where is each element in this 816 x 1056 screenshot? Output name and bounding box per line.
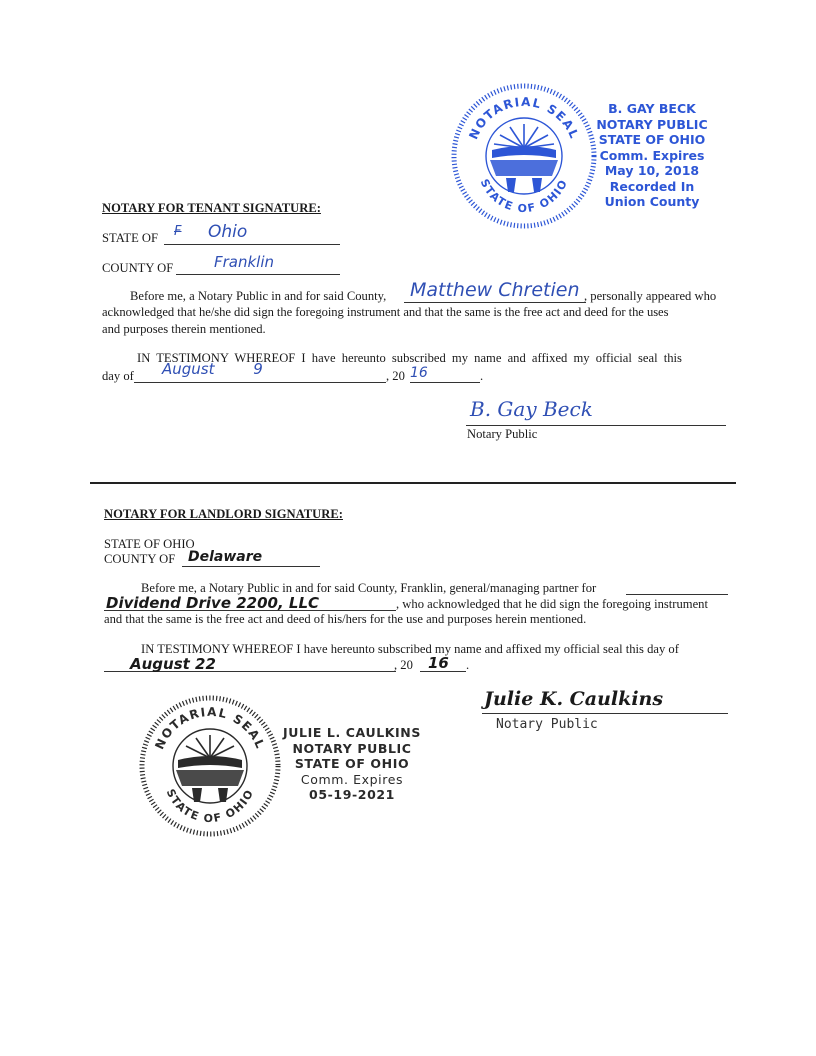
stamp-line: NOTARY PUBLIC (292, 740, 412, 756)
tenant-notary-signature: B. Gay Beck (470, 397, 593, 421)
landlord-year-value: 16 (428, 654, 449, 672)
tenant-para1-part1: Before me, a Notary Public in and for said County, (130, 289, 387, 303)
stamp-line: STATE OF OHIO (598, 132, 706, 147)
notary-stamp-tenant (594, 101, 710, 210)
tenant-year-underline (410, 382, 480, 383)
landlord-notary-signature: Julie K. Caulkins (484, 688, 664, 710)
svg-text:STATE OF OHIO: STATE OF OHIO (163, 786, 257, 826)
landlord-county-value: Delaware (188, 549, 263, 565)
stamp-line: 05-19-2021 (309, 787, 395, 802)
landlord-signature-line (482, 713, 728, 714)
landlord-para1-part2: , who acknowledged that he did sign the foregoing instrument (396, 597, 708, 611)
stamp-line: STATE OF OHIO (294, 756, 410, 771)
tenant-notary-label: Notary Public (467, 427, 538, 441)
stamp-line: Comm. Expires (599, 147, 705, 163)
landlord-year-prefix: , 20 (394, 658, 413, 672)
notary-stamp-landlord (282, 725, 422, 803)
tenant-appearer-name: Matthew Chretien (410, 279, 580, 301)
tenant-county-value: Franklin (214, 253, 275, 271)
tenant-para1-line2: acknowledged that he/she did sign the foregoing instrument and that the same is the free act and deed for the uses (102, 305, 669, 319)
tenant-county-label: COUNTY OF (102, 261, 174, 275)
stamp-line: Comm. Expires (300, 771, 404, 787)
landlord-para1-line3: and that the same is the free act and deed of his/hers for the use and purposes herein mentioned. (104, 612, 587, 626)
landlord-notary-label: Notary Public (496, 717, 598, 732)
stamp-line: JULIE L. CAULKINS (283, 725, 421, 740)
tenant-heading: NOTARY FOR TENANT SIGNATURE: (102, 201, 321, 215)
landlord-para1-line1: Before me, a Notary Public in and for said County, Franklin, general/managing partner for (141, 581, 597, 595)
landlord-heading: NOTARY FOR LANDLORD SIGNATURE: (104, 507, 343, 521)
stamp-line: Recorded In (609, 178, 695, 194)
landlord-para2-line1: IN TESTIMONY WHEREOF I have hereunto subscribed my name and affixed my official seal this day of (141, 642, 679, 656)
tenant-para2-end: . (480, 369, 484, 383)
landlord-county-underline (182, 566, 320, 567)
landlord-partner-underline (626, 594, 728, 595)
tenant-state-strike: F (174, 224, 182, 239)
tenant-para1-part2: , personally appeared who (584, 289, 717, 303)
tenant-para2-line1: IN TESTIMONY WHEREOF I have hereunto subscribed my name and affixed my official seal this (137, 351, 682, 365)
section-divider (90, 482, 736, 484)
stamp-line: Union County (604, 194, 700, 209)
tenant-state-label: STATE OF (102, 231, 159, 245)
tenant-date-value: August 9 (162, 360, 263, 378)
tenant-state-underline (164, 244, 340, 245)
tenant-state-value: Ohio (208, 222, 248, 242)
landlord-county-label: COUNTY OF (104, 552, 176, 566)
tenant-county-underline (176, 274, 340, 275)
tenant-date-underline (134, 382, 386, 383)
stamp-line: B. GAY BECK (608, 101, 696, 116)
tenant-year-value: 16 (410, 365, 428, 381)
tenant-year-prefix: , 20 (386, 369, 405, 383)
tenant-signature-line (466, 425, 726, 426)
svg-text:NOTARIAL SEAL: NOTARIAL SEAL (466, 94, 582, 142)
stamp-line: May 10, 2018 (604, 163, 700, 178)
tenant-para1-line3: and purposes therein mentioned. (102, 322, 266, 336)
landlord-state-line: STATE OF OHIO (104, 537, 195, 551)
stamp-line: NOTARY PUBLIC (596, 116, 708, 132)
notarial-seal-landlord (136, 692, 284, 840)
landlord-para2-end: . (466, 658, 470, 672)
landlord-company-value: Dividend Drive 2200, LLC (106, 594, 320, 612)
landlord-date-value: August 22 (130, 655, 216, 673)
tenant-name-underline (404, 302, 586, 303)
tenant-dayof-label: day of (102, 369, 134, 383)
notarial-seal-tenant (448, 80, 600, 232)
svg-text:NOTARIAL SEAL: NOTARIAL SEAL (152, 704, 268, 752)
svg-text:STATE OF OHIO: STATE OF OHIO (477, 176, 571, 216)
